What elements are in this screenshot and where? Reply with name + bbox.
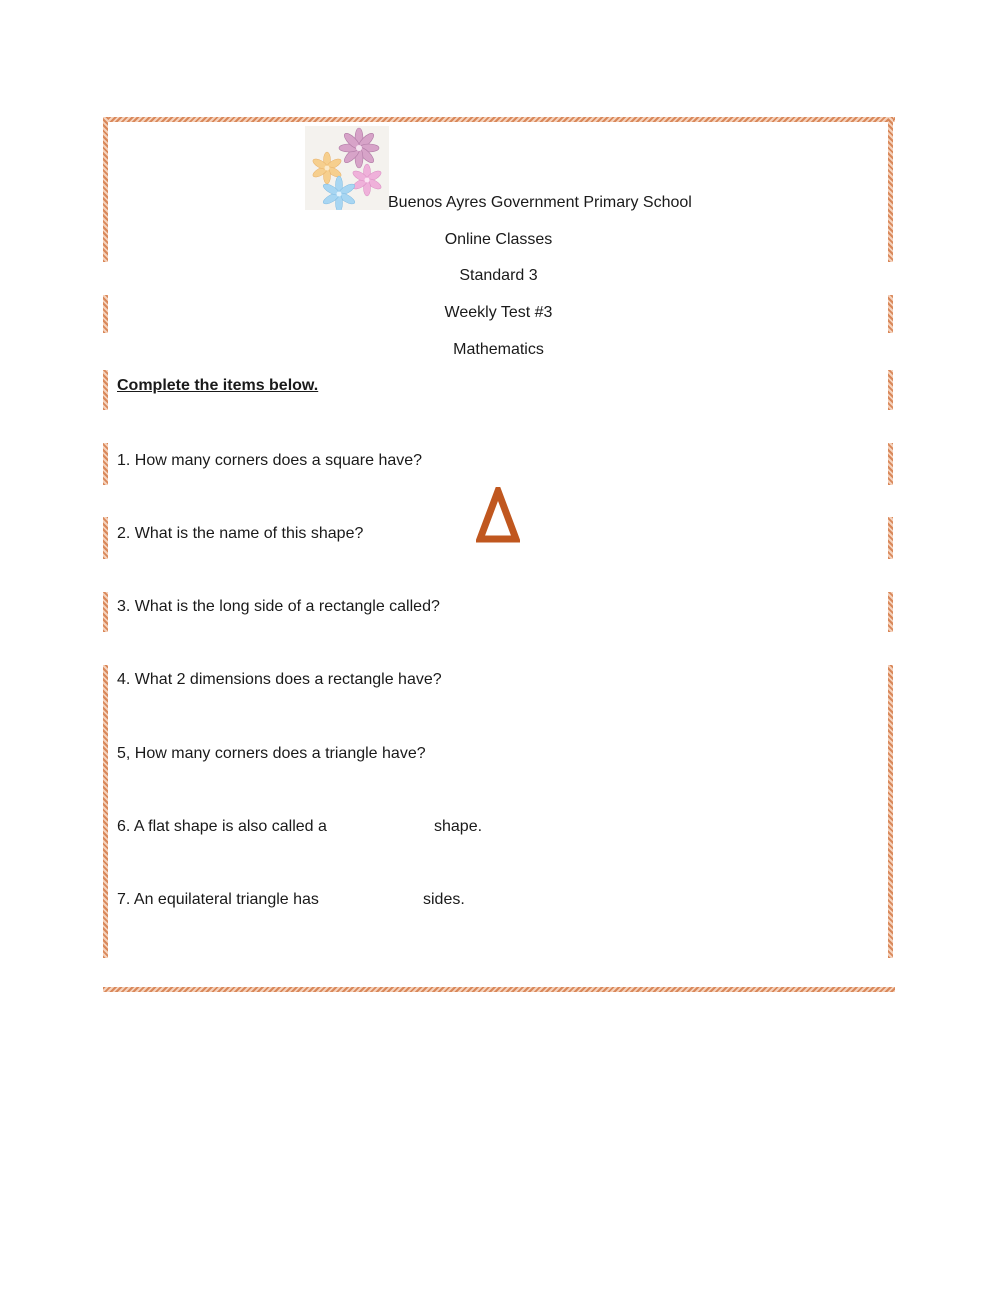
border-right (888, 370, 893, 410)
school-name: Buenos Ayres Government Primary School (388, 194, 692, 211)
border-left (103, 592, 108, 632)
question-4: 4. What 2 dimensions does a rectangle have? (117, 671, 442, 688)
subject-label: Mathematics (453, 341, 544, 358)
question-2: 2. What is the name of this shape? (117, 525, 364, 542)
flowers-logo-icon (305, 126, 389, 210)
program-label: Online Classes (444, 231, 553, 248)
question-1: 1. How many corners does a square have? (117, 452, 423, 469)
question-3: 3. What is the long side of a rectangle called? (117, 598, 440, 615)
question-6-blank-suffix: shape. (434, 818, 483, 835)
border-left (103, 443, 108, 485)
instructions-heading: Complete the items below. (117, 377, 319, 394)
question-7-blank-suffix: sides. (423, 891, 465, 908)
border-right (888, 517, 893, 559)
border-right (888, 443, 893, 485)
grade-label: Standard 3 (459, 267, 538, 284)
question-7: 7. An equilateral triangle has (117, 891, 319, 908)
triangle-shape-icon (476, 487, 520, 543)
border-left (103, 370, 108, 410)
border-left (103, 665, 108, 958)
test-title: Weekly Test #3 (444, 304, 553, 321)
question-5: 5, How many corners does a triangle have? (117, 745, 426, 762)
question-6: 6. A flat shape is also called a (117, 818, 327, 835)
border-left (103, 517, 108, 559)
border-right (888, 665, 893, 958)
border-bottom (103, 987, 895, 992)
border-top (103, 117, 895, 122)
border-right (888, 592, 893, 632)
